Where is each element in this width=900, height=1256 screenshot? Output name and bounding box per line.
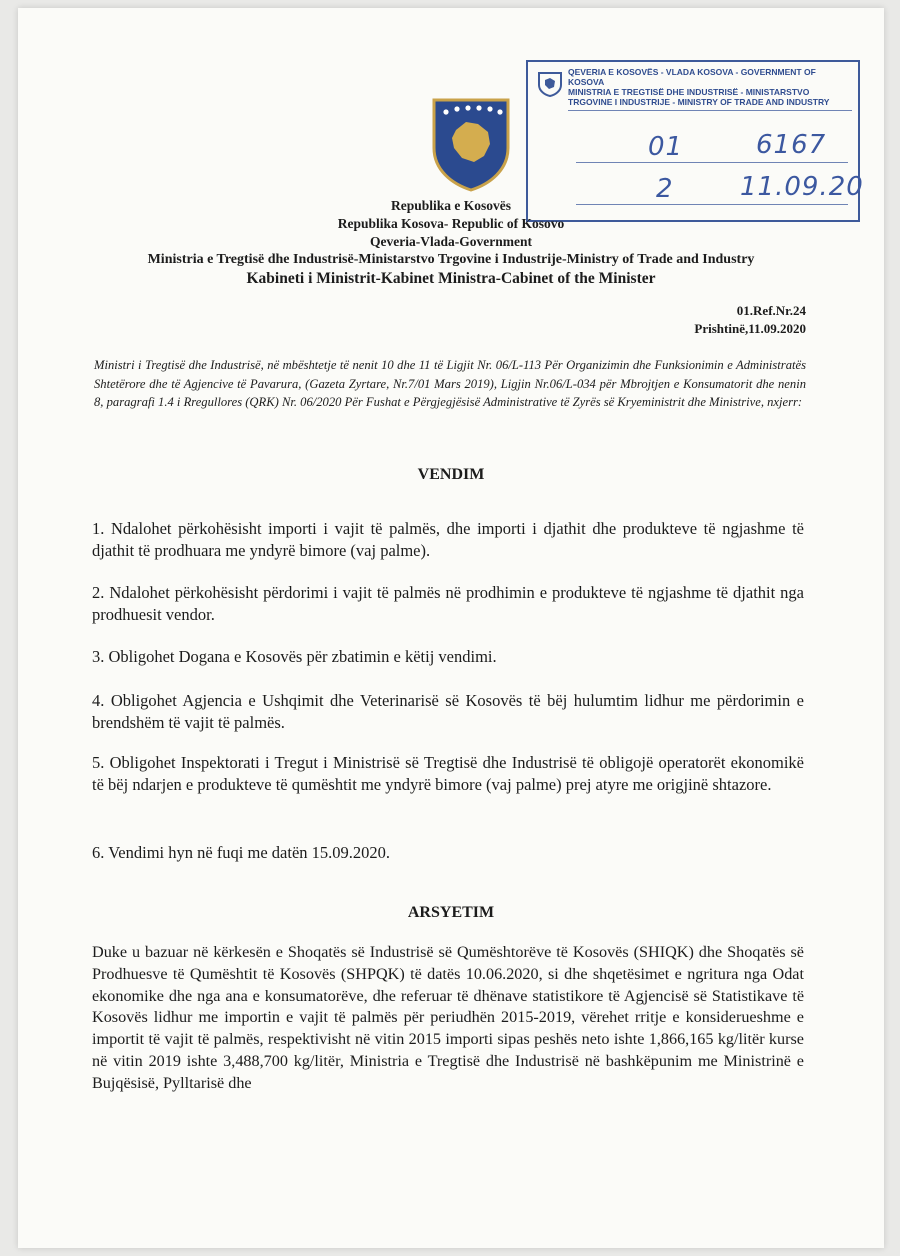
stamp-date: 11.09.20 [740, 172, 864, 202]
decision-item-3: 3. Obligohet Dogana e Kosovës për zbatimin e këtij vendimi. [92, 647, 497, 666]
decision-title: VENDIM [417, 466, 485, 483]
header-line-government: Qeveria-Vlada-Government [370, 234, 532, 249]
stamp-header-line1: QEVERIA E KOSOVËS - VLADA KOSOVA - GOVERNMENT OF KOSOVA [568, 67, 816, 87]
stamp-row1-line [576, 162, 848, 163]
decision-item-4: 4. Obligohet Agjencia e Ushqimit dhe Veterinarisë së Kosovës të bëj hulumtim lidhur me përdorimin e brendshëm të vajit të palmës. [92, 691, 804, 732]
header-line-republic: Republika e Kosovës [390, 198, 512, 213]
stamp-divider [568, 110, 852, 111]
stamp-number-right: 6167 [756, 130, 827, 160]
stamp-header-line2: MINISTRIA E TREGTISË DHE INDUSTRISË - MINISTARSTVO TRGOVINE I INDUSTRIJE - MINISTRY OF TRADE AND INDUSTRY [568, 87, 830, 107]
reference-number: 01.Ref.Nr.24 [736, 303, 806, 318]
document-page [18, 8, 884, 1248]
stamp-emblem-icon [536, 70, 564, 98]
kosovo-coat-of-arms-icon [430, 96, 512, 192]
reasoning-title: ARSYETIM [407, 904, 495, 921]
decision-item-5: 5. Obligohet Inspektorati i Tregut i Ministrisë së Tregtisë dhe Industrisë të obligojë operatorët ekonomikë të bëj ndarjen e produkteve të qumështit me yndyrë bimore (vaj palme) prej atyre me origjinë shtazore. [92, 753, 804, 794]
stamp-header [568, 67, 852, 107]
stamp-number-left: 01 [648, 132, 684, 162]
decision-item-1: 1. Ndalohet përkohësisht importi i vajit të palmës, dhe importi i djathit dhe produkteve të ngjashme të djathit të prodhuara me yndyrë bimore (vaj palme). [92, 519, 804, 560]
place-date: Prishtinë,11.09.2020 [694, 321, 806, 336]
stamp-pages: 2 [656, 174, 674, 204]
header-line-republic-multilingual: Republika Kosova- Republic of Kosovo [337, 216, 565, 231]
header-line-ministry: Ministria e Tregtisë dhe Industrisë-Ministarstvo Trgovine i Industrije-Ministry of Trade and Industry [147, 252, 755, 267]
decision-item-6: 6. Vendimi hyn në fuqi me datën 15.09.2020. [92, 843, 391, 862]
header-line-cabinet: Kabineti i Ministrit-Kabinet Ministra-Cabinet of the Minister [246, 270, 656, 287]
reasoning-text: Duke u bazuar në kërkesën e Shoqatës së Industrisë së Qumështorëve të Kosovës (SHIQK) dhe Shoqatës së Prodhuesve të Qumështit të Kosovës (SHPQK) të datës 10.06.2020, si dhe shqetësimet e ngritura nga Odat ekonomike dhe nga ana e konsumatorëve, dhe referuar të dhënave statistikore të Agjencisë së Statistikave të Kosovës lidhur me importin e vajit të palmës për periudhën 2015-2019, vërehet rritje e konsiderueshme e importit të vajit të palmës, respektivisht në vitin 2015 importi sipas peshës neto ishte 1,866,165 kg/litër kurse në vitin 2019 ishte 3,488,700 kg/litër, Ministria e Tregtisë dhe Industrisë në bashkëpunim me Ministrinë e Bujqësisë, Pylltarisë dhe [92, 943, 804, 1092]
decision-item-2: 2. Ndalohet përkohësisht përdorimi i vajit të palmës në prodhimin e produkteve të ngjashme të djathit nga prodhuesit vendor. [92, 583, 804, 624]
preamble: Ministri i Tregtisë dhe Industrisë, në mbështetje të nenit 10 dhe 11 të Ligjit Nr. 06/L-113 Për Organizimin dhe Funksionimin e Administratës Shtetërore dhe të Agjencive të Pavarura, (Gazeta Zyrtare, Nr.7/01 Mars 2019), Ligjin Nr.06/L-034 për Mbrojtjen e Konsumatorit dhe nenin 8, paragrafi 1.4 i Rregullores (QRK) Nr. 06/2020 Për Fushat e Përgjegjësisë Administrative të Zyrës së Kryeministrit dhe Ministrive, nxjerr: [94, 358, 806, 409]
